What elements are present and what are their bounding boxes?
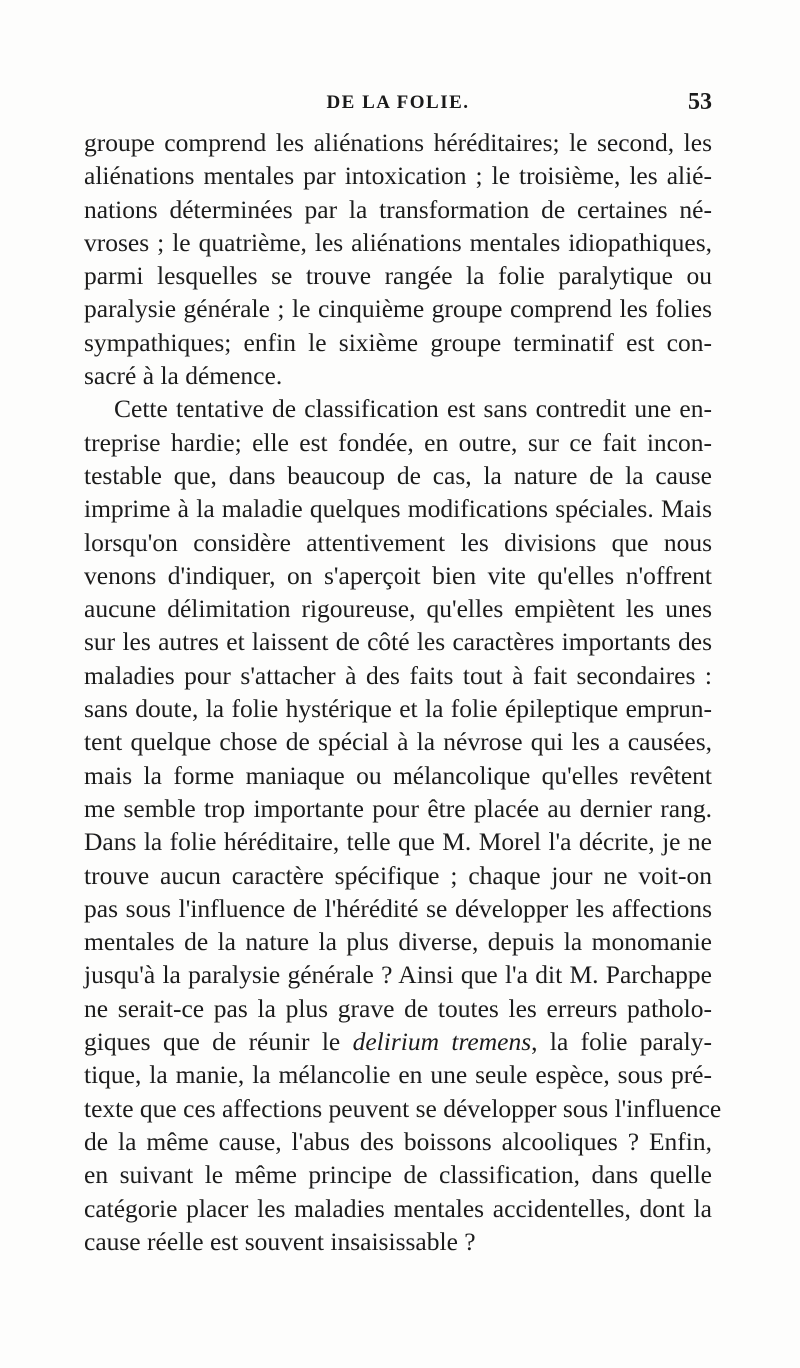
text-line: testable que, dans beaucoup de cas, la nature de la cause	[84, 460, 712, 490]
text-line: Cette tentative de classification est sans contredit une en-	[114, 394, 712, 424]
text-line: en suivant le même principe de classification, dans quelle	[84, 1160, 712, 1190]
text-line: lorsqu'on considère attentivement les divisions que nous	[84, 527, 712, 557]
text-line: mentales de la nature la plus diverse, depuis la monomanie	[84, 927, 712, 957]
line-text-before: giques que de réunir le	[84, 1027, 353, 1057]
text-line: tique, la manie, la mélancolie en une seule espèce, sous pré-	[84, 1060, 712, 1090]
text-line: paralysie générale ; le cinquième groupe comprend les folies	[84, 294, 712, 324]
text-line: texte que ces affections peuvent se développer sous l'influence	[84, 1093, 722, 1123]
text-line: groupe comprend les aliénations héréditaires; le second, les	[84, 128, 712, 157]
text-line: maladies pour s'attacher à des faits tout à fait secondaires :	[84, 660, 712, 690]
text-line: sur les autres et laissent de côté les caractères importants des	[84, 627, 712, 657]
text-line: tent quelque chose de spécial à la névrose qui les a causées,	[84, 727, 712, 757]
text-line: de la même cause, l'abus des boissons alcooliques ? Enfin,	[84, 1126, 712, 1156]
text-line: jusqu'à la paralysie générale ? Ainsi que l'a dit M. Parchappe	[84, 960, 712, 990]
text-line: Dans la folie héréditaire, telle que M. Morel l'a décrite, je ne	[84, 827, 712, 857]
text-line: aucune délimitation rigoureuse, qu'elles empiètent les unes	[84, 594, 712, 624]
text-line: nations déterminées par la transformation de certaines né-	[84, 194, 712, 224]
running-head: DE LA FOLIE.	[326, 92, 470, 113]
text-line: sans doute, la folie hystérique et la folie épileptique emprun-	[84, 694, 712, 724]
text-line: pas sous l'influence de l'hérédité se développer les affections	[84, 893, 712, 923]
text-line: trouve aucun caractère spécifique ; chaque jour ne voit-on	[84, 860, 712, 890]
line-text-after: , la folie paraly-	[531, 1027, 712, 1057]
text-line: sacré à la démence.	[84, 361, 283, 391]
text-line: venons d'indiquer, on s'aperçoit bien vite qu'elles n'offrent	[84, 560, 712, 590]
text-line-with-italic	[84, 1025, 712, 1058]
page-number: 53	[688, 89, 712, 115]
text-line: aliénations mentales par intoxication ; le troisième, les alié-	[84, 161, 712, 191]
body-text	[84, 126, 722, 1258]
paragraph-2	[84, 392, 722, 1258]
text-line: catégorie placer les maladies mentales accidentelles, dont la	[84, 1193, 712, 1223]
text-line: imprime à la maladie quelques modifications spéciales. Mais	[84, 494, 712, 524]
text-line: vroses ; le quatrième, les aliénations mentales idiopathiques,	[84, 227, 712, 257]
text-line: sympathiques; enfin le sixième groupe terminatif est con-	[84, 327, 712, 357]
italic-term: delirium tremens	[352, 1027, 532, 1057]
text-line: cause réelle est souvent insaisissable ?	[84, 1226, 476, 1256]
text-line: parmi lesquelles se trouve rangée la folie paralytique ou	[84, 261, 712, 291]
text-line: mais la forme maniaque ou mélancolique qu'elles revêtent	[84, 760, 712, 790]
text-line: treprise hardie; elle est fondée, en outre, sur ce fait incon-	[84, 427, 712, 457]
text-line: ne serait-ce pas la plus grave de toutes les erreurs patholo-	[84, 993, 712, 1023]
text-line: me semble trop importante pour être placée au dernier rang.	[84, 793, 712, 823]
paragraph-1	[84, 126, 712, 392]
page-header	[84, 89, 712, 118]
